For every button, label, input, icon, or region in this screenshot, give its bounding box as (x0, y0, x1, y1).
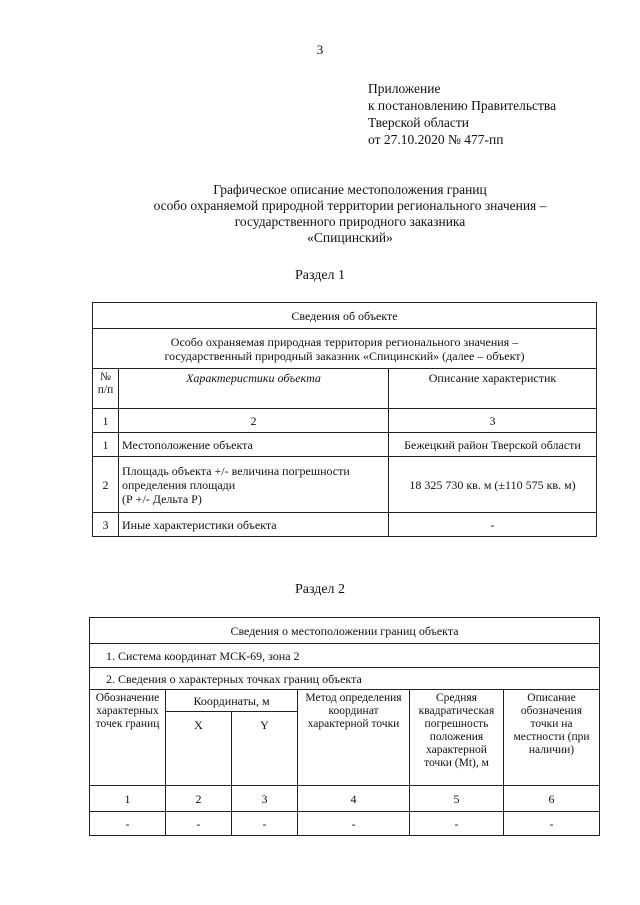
row-number: 1 (93, 433, 119, 457)
title-line: особо охраняемой природной территории регионального значения – (153, 198, 547, 213)
column-header-number: № п/п (93, 369, 119, 409)
table-cell: - (298, 812, 410, 836)
column-number: 1 (93, 409, 119, 433)
column-header-point: Обозначение характерных точек границ (90, 690, 166, 786)
column-header-description: Описание обозначения точки на местности (при наличии) (504, 690, 600, 786)
boundary-table (89, 617, 600, 836)
title-line: Графическое описание местоположения границ (213, 182, 487, 197)
table-cell: - (410, 812, 504, 836)
column-number: 2 (166, 786, 232, 812)
object-description (93, 329, 597, 369)
appendix-line: Тверской области (368, 115, 469, 130)
appendix-line: к постановлению Правительства (368, 98, 557, 113)
column-number: 4 (298, 786, 410, 812)
appendix-line: Приложение (368, 81, 441, 96)
column-header-method: Метод определения координат характерной точки (298, 690, 410, 786)
title-line: государственного природного заказника (234, 214, 466, 229)
object-info-table (92, 302, 597, 537)
table-row (93, 513, 597, 537)
column-number: 2 (119, 409, 389, 433)
column-number: 6 (504, 786, 600, 812)
table-header: Сведения об объекте (93, 303, 597, 329)
row-characteristic: Иные характеристики объекта (119, 513, 389, 537)
column-number: 1 (90, 786, 166, 812)
column-number: 3 (389, 409, 597, 433)
appendix-block (368, 80, 556, 148)
appendix-line: от 27.10.2020 № 477-пп (368, 132, 504, 147)
column-header-error: Средняя квадратическая погрешность положения характерной точки (Mt), м (410, 690, 504, 786)
table-row (90, 812, 600, 836)
table-cell: - (504, 812, 600, 836)
column-number: 5 (410, 786, 504, 812)
table-cell: - (232, 812, 298, 836)
table-header: Сведения о местоположении границ объекта (90, 618, 600, 644)
row-characteristic (119, 457, 389, 513)
row-characteristic-line: Площадь объекта +/- величина погрешности (122, 463, 350, 478)
column-header-coordinates: Координаты, м (166, 690, 298, 712)
object-line: государственный природный заказник «Спицинский» (далее – объект) (164, 348, 525, 363)
table-cell: - (90, 812, 166, 836)
title-line: «Спицинский» (307, 230, 393, 245)
column-header-x: X (166, 712, 232, 786)
object-line: Особо охраняемая природная территория регионального значения – (170, 334, 519, 349)
table-row (93, 457, 597, 513)
table-row (93, 433, 597, 457)
page-number: 3 (316, 42, 324, 57)
row-value: 18 325 730 кв. м (±110 575 кв. м) (389, 457, 597, 513)
document-title (60, 182, 640, 246)
table-cell: - (166, 812, 232, 836)
row-characteristic-line: определения площади (122, 477, 236, 492)
column-header-y: Y (232, 712, 298, 786)
section-1-heading: Раздел 1 (294, 268, 346, 283)
row-number: 3 (93, 513, 119, 537)
row-number: 2 (93, 457, 119, 513)
row-value: Бежецкий район Тверской области (389, 433, 597, 457)
coordinate-system: 1. Система координат МСК-69, зона 2 (90, 644, 600, 668)
column-number: 3 (232, 786, 298, 812)
column-header-description: Описание характеристик (389, 369, 597, 409)
section-2-heading: Раздел 2 (294, 582, 346, 597)
row-characteristic: Местоположение объекта (119, 433, 389, 457)
column-header-characteristics: Характеристики объекта (119, 369, 389, 409)
row-value: - (389, 513, 597, 537)
points-header: 2. Сведения о характерных точках границ объекта (90, 668, 600, 690)
row-characteristic-line: (Р +/- Дельта Р) (122, 491, 202, 506)
